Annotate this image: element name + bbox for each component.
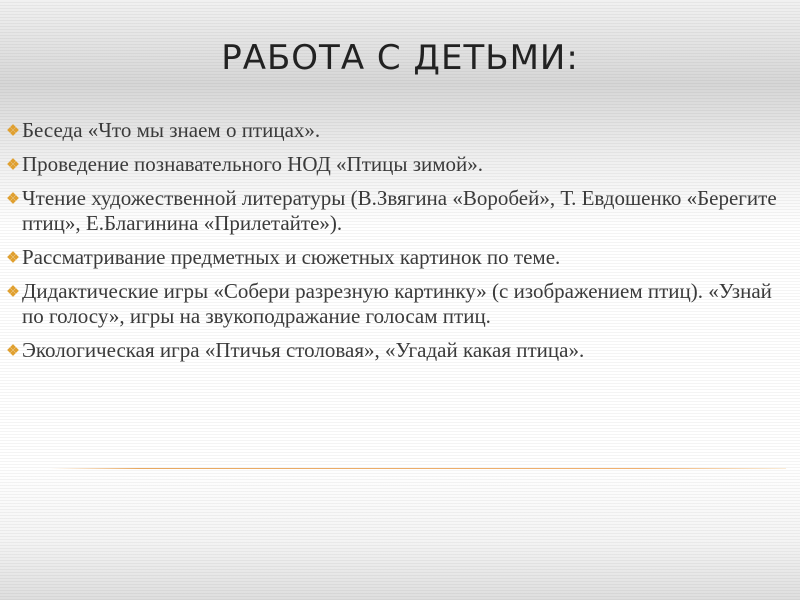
list-item-text: Рассматривание предметных и сюжетных картинок по теме. <box>22 245 561 269</box>
list-item <box>8 118 792 143</box>
list-item-text: Беседа «Что мы знаем о птицах». <box>22 118 321 142</box>
list-item-text: Экологическая игра «Птичья столовая», «Угадай какая птица». <box>22 338 585 362</box>
list-item <box>8 245 792 270</box>
list-item <box>8 338 792 363</box>
list-item <box>8 152 792 177</box>
list-item-text: Чтение художественной литературы (В.Звягина «Воробей», Т. Евдошенко «Берегите птиц», Е.Благинина «Прилетайте»). <box>22 186 777 235</box>
diamond-bullet-icon <box>8 193 18 203</box>
diamond-bullet-icon <box>8 345 18 355</box>
bullet-list <box>8 118 792 372</box>
list-item <box>8 186 792 236</box>
slide-title: РАБОТА С ДЕТЬМИ: <box>221 38 579 78</box>
list-item <box>8 279 792 329</box>
diamond-bullet-icon <box>8 159 18 169</box>
diamond-bullet-icon <box>8 125 18 135</box>
list-item-text: Проведение познавательного НОД «Птицы зимой». <box>22 152 484 176</box>
diamond-bullet-icon <box>8 286 18 296</box>
diamond-bullet-icon <box>8 252 18 262</box>
list-item-text: Дидактические игры «Собери разрезную картинку» (с изображением птиц). «Узнай по голосу», игры на звукоподражание голосам птиц. <box>22 279 772 328</box>
footer-divider <box>50 468 786 469</box>
